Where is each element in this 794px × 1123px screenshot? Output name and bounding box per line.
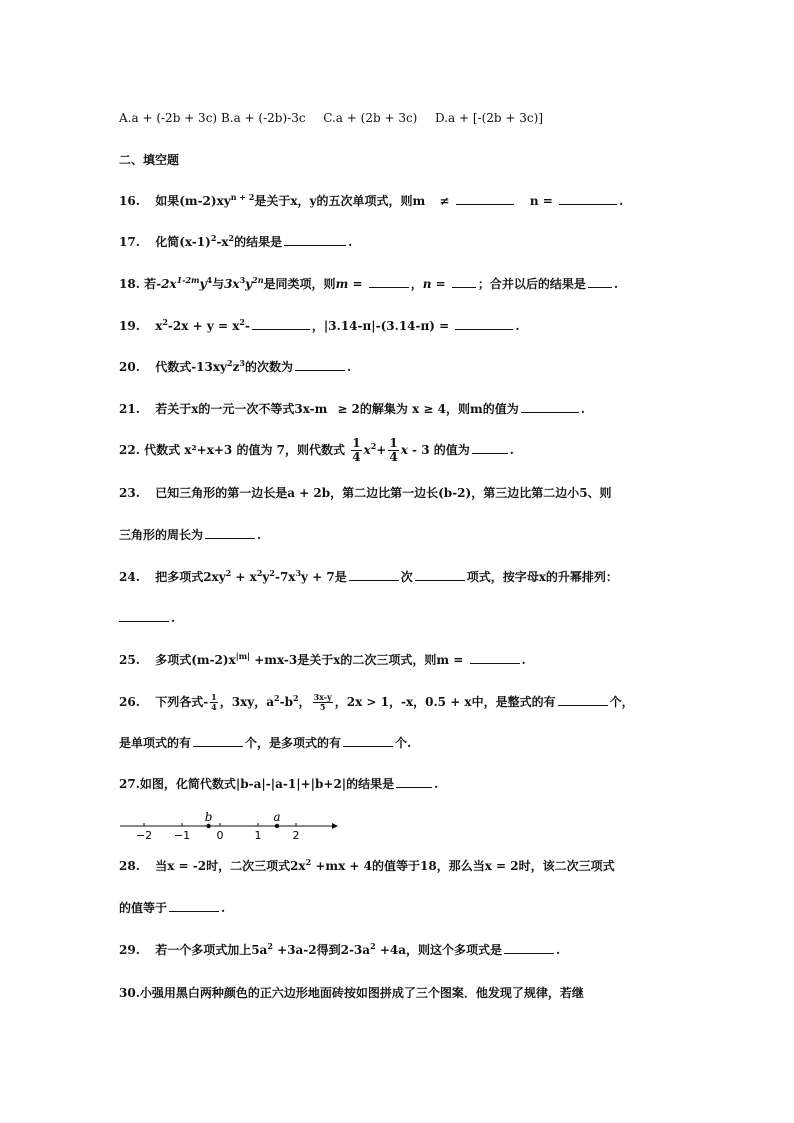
- period: .: [257, 528, 262, 542]
- question-number: 19.: [119, 319, 140, 333]
- period: .: [221, 901, 226, 915]
- period: .: [347, 360, 352, 374]
- superscript: 2n: [252, 275, 264, 285]
- superscript: 2: [305, 857, 312, 867]
- answer-blank[interactable]: [369, 276, 409, 288]
- answer-blank[interactable]: [205, 527, 255, 539]
- question-text: 当x = -2时，二次三项式2x: [155, 859, 306, 873]
- question-20: [119, 359, 684, 375]
- question-text: -7x: [274, 570, 296, 584]
- question-19: [119, 318, 684, 334]
- superscript: 2: [274, 693, 280, 703]
- answer-blank[interactable]: [588, 276, 612, 288]
- answer-blank[interactable]: [558, 694, 608, 706]
- question-number: 24.: [119, 570, 140, 584]
- option-a-label: A.: [119, 111, 132, 125]
- tick-label: 1: [254, 829, 262, 842]
- question-text: 是关于x，y的五次单项式，则m: [254, 194, 426, 208]
- question-number: 27.: [119, 777, 140, 791]
- question-text: 三角形的周长为: [119, 528, 204, 542]
- point-b-label: b: [204, 810, 213, 824]
- tick-label: 0: [216, 829, 224, 842]
- equals-sign: =: [431, 277, 450, 291]
- answer-blank[interactable]: [349, 569, 399, 581]
- question-text: -x: [216, 235, 229, 249]
- superscript: 3: [239, 358, 245, 368]
- answer-blank[interactable]: [284, 234, 346, 246]
- question-text: 个，: [609, 695, 634, 709]
- option-b-text: a + (-2b)-3c: [233, 111, 306, 125]
- question-text: 已知三角形的第一边长是a + 2b，第二边比第一边长(b-2)，第三边比第二边小5、则: [155, 486, 612, 500]
- superscript: 3: [295, 568, 302, 578]
- question-text: -: [244, 319, 250, 333]
- question-text: ，3xy，a: [219, 695, 275, 709]
- tick-label: −2: [135, 829, 153, 842]
- answer-blank[interactable]: [472, 442, 508, 454]
- options-line: [119, 110, 684, 126]
- denominator: 5: [319, 702, 326, 712]
- question-number: 30.: [119, 986, 140, 1000]
- question-text: n =: [529, 194, 553, 208]
- answer-blank[interactable]: [252, 318, 310, 330]
- question-text: y + 7是: [301, 570, 347, 584]
- question-text: 小强用黑白两种颜色的正六边形地面砖按如图拼成了三个图案．他发现了规律，若继: [139, 986, 584, 1000]
- superscript: 2: [269, 568, 275, 578]
- question-number: 28.: [119, 859, 140, 873]
- question-23-continued: [119, 527, 684, 543]
- question-text: 下列各式-: [155, 695, 209, 709]
- question-number: 18.: [119, 277, 140, 291]
- superscript: 2: [239, 317, 245, 327]
- axis-arrow-icon: [332, 823, 338, 829]
- option-b-label: B.: [220, 111, 234, 125]
- question-text: -2x + y = x: [167, 319, 240, 333]
- question-text: 个.: [395, 736, 412, 750]
- math-term: 3x: [224, 277, 240, 291]
- question-text: - 3 的值为: [412, 443, 470, 457]
- superscript: 2: [370, 441, 377, 451]
- question-number: 16.: [119, 194, 140, 208]
- math-term: n: [422, 277, 432, 291]
- question-number: 20.: [119, 360, 140, 374]
- superscript: 2: [162, 317, 168, 327]
- superscript: 2: [228, 233, 235, 243]
- superscript: 2: [256, 568, 263, 578]
- question-text: 的值等于: [119, 901, 168, 915]
- question-text: 化简(x-1): [155, 235, 211, 249]
- question-text: +mx-3是关于x的二次三项式，则m =: [250, 653, 464, 667]
- question-number: 25.: [119, 653, 140, 667]
- question-text: 与: [212, 277, 225, 291]
- answer-blank[interactable]: [504, 942, 554, 954]
- question-28-continued: [119, 900, 684, 916]
- question-25: [119, 652, 684, 668]
- option-c-text: a + (2b + 3c): [335, 111, 418, 125]
- period: .: [434, 777, 439, 791]
- superscript: 3: [239, 275, 246, 285]
- equals-sign: =: [348, 277, 367, 291]
- question-text: 如果(m-2)xy: [155, 194, 231, 208]
- question-text: 是同类项，则: [263, 277, 336, 291]
- answer-blank[interactable]: [193, 735, 243, 747]
- question-22: [119, 436, 684, 464]
- question-text: y: [262, 570, 270, 584]
- question-number: 22.: [119, 443, 140, 457]
- question-text: 代数式-13xy: [155, 360, 227, 374]
- superscript: 2: [292, 693, 299, 703]
- answer-blank[interactable]: [456, 193, 514, 205]
- question-text: 项式，按字母x的升幂排列：: [466, 570, 618, 584]
- answer-blank[interactable]: [415, 569, 465, 581]
- question-text: +3a-2得到2-3a: [272, 943, 371, 957]
- period: .: [556, 943, 561, 957]
- not-equal-sign: ≠: [439, 194, 450, 208]
- period: .: [509, 443, 514, 457]
- question-24-continued: [119, 610, 684, 626]
- superscript: 4: [206, 275, 213, 285]
- question-24: [119, 569, 684, 585]
- numerator: 1: [389, 436, 398, 450]
- numerator: 3x-y: [313, 692, 332, 702]
- question-text: 把多项式2xy: [155, 570, 226, 584]
- tick-label: 2: [292, 829, 300, 842]
- option-a-text: a + (-2b + 3c): [131, 111, 218, 125]
- question-text: 是单项式的有: [119, 736, 192, 750]
- math-term: x: [363, 443, 371, 457]
- question-text: -b: [279, 695, 293, 709]
- answer-blank[interactable]: [455, 318, 513, 330]
- superscript: 2: [227, 358, 233, 368]
- answer-blank[interactable]: [295, 359, 345, 371]
- numerator: 1: [211, 692, 217, 702]
- period: .: [618, 194, 624, 208]
- question-16: [119, 193, 684, 209]
- superscript: |m|: [235, 651, 251, 661]
- answer-blank[interactable]: [119, 610, 169, 622]
- denominator: 4: [352, 450, 361, 464]
- question-number: 17.: [119, 235, 140, 249]
- question-number: 29.: [119, 943, 140, 957]
- question-text: 若一个多项式加上5a: [155, 943, 268, 957]
- question-28: [119, 858, 684, 874]
- superscript: 2: [225, 568, 232, 578]
- question-text: 的次数为: [244, 360, 293, 374]
- question-29: [119, 942, 684, 958]
- question-text: 个，是多项式的有: [245, 736, 342, 750]
- denominator: 4: [211, 702, 217, 712]
- question-text: ，|3.14-π|-(3.14-π) =: [311, 319, 450, 333]
- fraction: [388, 437, 398, 464]
- question-23: [119, 485, 684, 501]
- period: .: [580, 402, 585, 416]
- option-d-label: D.: [435, 111, 449, 125]
- superscript: 2: [210, 233, 217, 243]
- fraction: [351, 437, 361, 464]
- math-term: y: [199, 277, 207, 291]
- number-line-figure: [118, 806, 338, 846]
- answer-blank[interactable]: [559, 193, 617, 205]
- question-text: ；合并以后的结果是: [477, 277, 586, 291]
- question-text: x: [155, 319, 163, 333]
- question-text: ≥ 2的解集为 x ≥ 4，则m的值为: [337, 402, 519, 416]
- question-text: ，: [298, 695, 311, 709]
- point-a-dot: [275, 824, 279, 828]
- superscript: 2: [267, 941, 273, 951]
- question-text: 代数式 x²+x+3 的值为 7，则代数式: [144, 443, 345, 457]
- question-30: [119, 985, 684, 1001]
- period: .: [613, 277, 619, 291]
- point-a-label: a: [273, 810, 281, 824]
- math-term: m: [335, 277, 349, 291]
- answer-blank[interactable]: [470, 652, 520, 664]
- question-text: ，: [410, 277, 423, 291]
- question-text: z: [232, 360, 240, 374]
- question-number: 26.: [119, 695, 140, 709]
- point-b-dot: [206, 824, 210, 828]
- question-17: [119, 234, 684, 250]
- math-term: -2x: [156, 277, 177, 291]
- denominator: 4: [389, 450, 398, 464]
- math-term: y: [245, 277, 253, 291]
- tick-label: −1: [173, 829, 191, 842]
- answer-blank[interactable]: [521, 401, 579, 413]
- plus-sign: +: [376, 443, 387, 457]
- question-text: 若关于x的一元一次不等式3x-m: [155, 402, 328, 416]
- question-text: ，2x > 1，-x，0.5 + x中，是整式的有: [334, 695, 556, 709]
- question-number: 21.: [119, 402, 140, 416]
- fraction: [313, 693, 333, 712]
- question-21: [119, 401, 684, 417]
- superscript: 1-2m: [176, 275, 200, 285]
- answer-blank[interactable]: [452, 276, 476, 288]
- question-text: +mx + 4的值等于18，那么当x = 2时，该二次三项式: [311, 859, 615, 873]
- question-27: [119, 776, 684, 792]
- superscript: 2: [370, 941, 376, 951]
- answer-blank[interactable]: [396, 776, 432, 788]
- question-18: [119, 276, 684, 292]
- question-text: +4a，则这个多项式是: [375, 943, 502, 957]
- period: .: [515, 319, 520, 333]
- answer-blank[interactable]: [343, 735, 393, 747]
- question-26-continued: [119, 735, 684, 751]
- math-term: x: [400, 443, 408, 457]
- option-d-text: a + [-(2b + 3c)]: [448, 111, 544, 125]
- question-text: 如图，化简代数式|b-a|-|a-1|+|b+2|的结果是: [139, 777, 395, 791]
- question-text: 若: [144, 277, 157, 291]
- question-number: 23.: [119, 486, 140, 500]
- question-text: 多项式(m-2)x: [155, 653, 236, 667]
- question-26: [119, 690, 684, 714]
- question-text: 次: [400, 570, 413, 584]
- section-title: 二、填空题: [119, 153, 180, 167]
- numerator: 1: [352, 436, 361, 450]
- question-text: + x: [231, 570, 257, 584]
- period: .: [171, 611, 176, 625]
- period: .: [521, 653, 526, 667]
- period: .: [348, 235, 353, 249]
- fraction: [210, 693, 218, 712]
- question-text: 的结果是: [234, 235, 283, 249]
- superscript: n + 2: [230, 192, 255, 202]
- point-group: [205, 810, 281, 828]
- answer-blank[interactable]: [169, 900, 219, 912]
- option-c-label: C.: [323, 111, 336, 125]
